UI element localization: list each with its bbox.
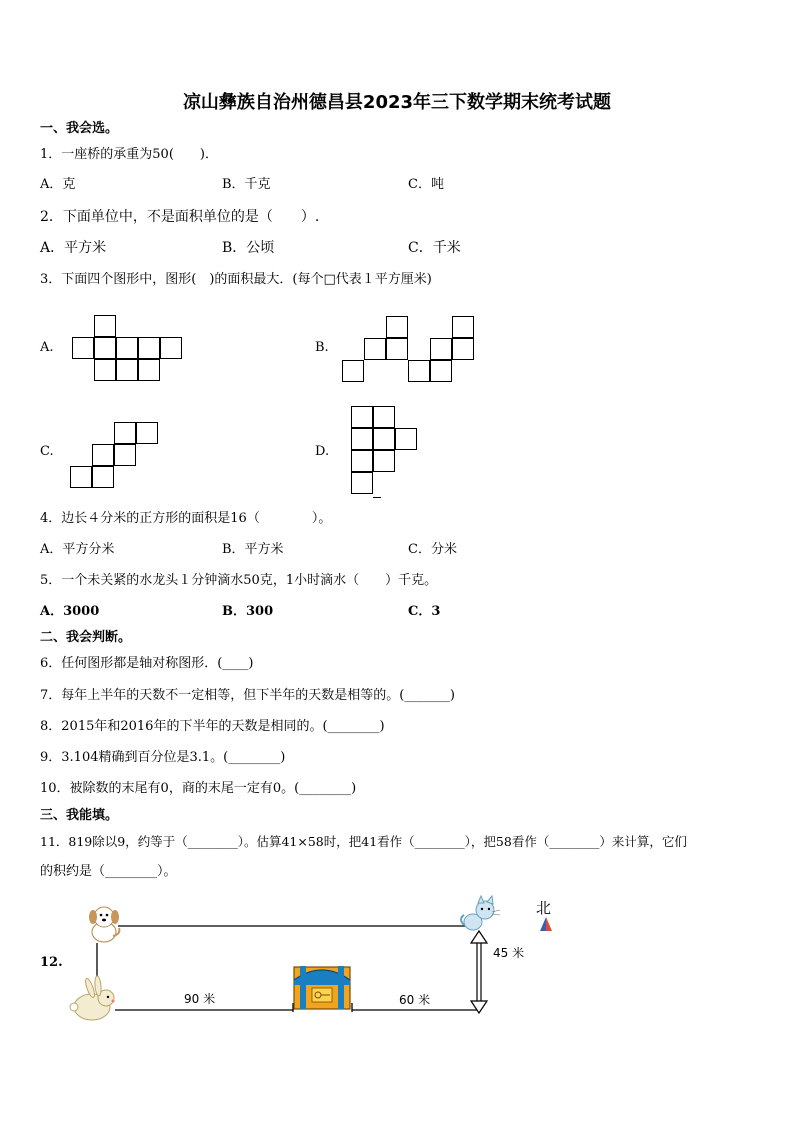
q1-option-a: A．克	[40, 177, 76, 192]
q3-label-b: B.	[315, 340, 329, 355]
q3-label-a: A.	[40, 340, 54, 355]
page-title: 凉山彝族自治州德昌县2023年三下数学期末统考试题	[182, 92, 612, 113]
q5-option-a: A．3000	[40, 604, 100, 619]
question-11-line-2: 的积约是（________）。	[40, 864, 177, 879]
q5-option-c: C．3	[408, 604, 441, 619]
dog-icon	[89, 907, 119, 942]
q1-option-c: C．吨	[408, 177, 444, 192]
treasure-chest-icon	[294, 966, 350, 1009]
q4-option-a: A．平方分米	[40, 542, 115, 557]
question-11-line-1: 11．819除以9，约等于（________）。估算41×58时，把41看作（________），把58看作（________）来计算，它们	[40, 834, 687, 849]
q4-option-b: B．平方米	[222, 542, 284, 557]
question-2: 2．下面单位中，不是面积单位的是（ ）.	[40, 209, 320, 225]
q4-option-c: C．分米	[408, 542, 457, 557]
question-3: 3．下面四个图形中，图形( )的面积最大．(每个□代表１平方厘米)	[40, 272, 432, 287]
section-1-heading: 一、我会选。	[40, 121, 119, 136]
q2-option-c: C．千米	[408, 240, 461, 256]
question-12-label: 12.	[40, 955, 63, 970]
cat-icon	[461, 896, 500, 930]
question-4: 4．边长４分米的正方形的面积是16（ ）。	[40, 511, 332, 526]
distance-90: 90 米	[184, 992, 216, 1006]
q2-option-a: A．平方米	[40, 240, 107, 256]
q5-option-b: B．300	[222, 604, 274, 619]
question-7: 7．每年上半年的天数不一定相等，但下半年的天数是相等的。(_______)	[40, 688, 455, 703]
q3-label-d: D.	[315, 444, 330, 459]
q2-option-b: B．公顷	[222, 240, 275, 256]
section-3-heading: 三、我能填。	[40, 808, 119, 823]
question-9: 9．3.104精确到百分位是3.1。(________)	[40, 750, 286, 765]
rabbit-icon	[70, 976, 115, 1020]
question-5: 5．一个未关紧的水龙头１分钟滴水50克，1小时滴水（ ）千克。	[40, 573, 438, 588]
question-6: 6．任何图形都是轴对称图形．(____)	[40, 656, 254, 671]
question-10: 10．被除数的末尾有0，商的末尾一定有0。(________)	[40, 781, 357, 796]
q1-option-b: B．千克	[222, 177, 271, 192]
section-2-heading: 二、我会判断。	[40, 630, 132, 645]
question-1: 1．一座桥的承重为50( )．	[40, 147, 218, 162]
north-arrow-icon	[540, 917, 552, 931]
question-8: 8．2015年和2016年的下半年的天数是相同的。(________)	[40, 719, 385, 734]
q3-label-c: C.	[40, 444, 54, 459]
north-label: 北	[536, 899, 552, 917]
distance-60: 60 米	[399, 993, 431, 1007]
distance-45: 45 米	[493, 946, 525, 960]
